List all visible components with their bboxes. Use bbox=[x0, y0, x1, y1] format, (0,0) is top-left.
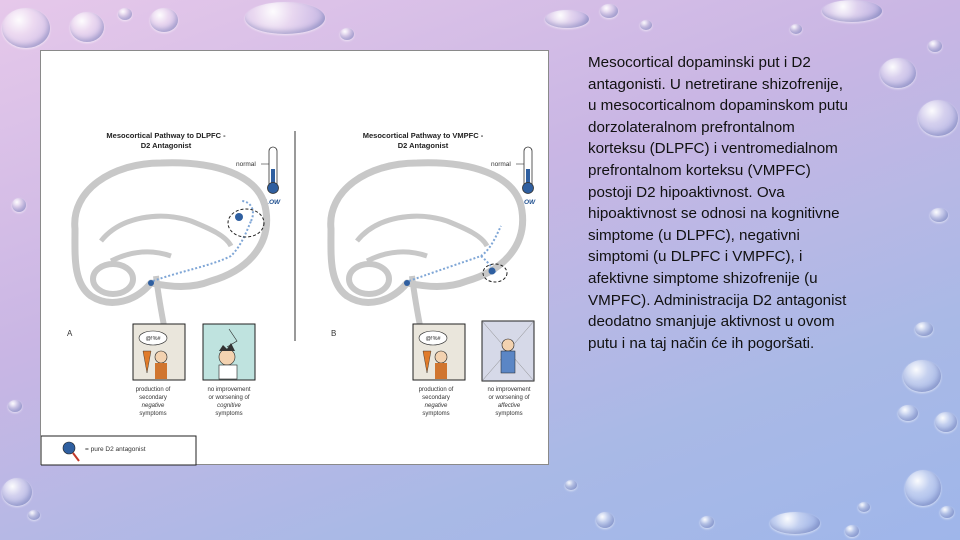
droplet-decoration bbox=[2, 8, 50, 48]
d2-antagonist-icon bbox=[63, 442, 75, 454]
caption-b1-3: negative bbox=[424, 403, 448, 409]
panel-a-letter: A bbox=[67, 329, 73, 338]
droplet-decoration bbox=[70, 12, 104, 42]
caption-a1-2: secondary bbox=[139, 395, 167, 401]
droplet-decoration bbox=[8, 400, 22, 412]
caption-a1-4: symptoms bbox=[139, 411, 167, 417]
droplet-decoration bbox=[545, 10, 589, 28]
gauge-low-label: LOW bbox=[520, 199, 536, 206]
gauge-low-label: LOW bbox=[265, 199, 281, 206]
thermometer-icon bbox=[261, 147, 279, 194]
droplet-decoration bbox=[340, 28, 354, 40]
droplet-decoration bbox=[903, 360, 941, 392]
thermometer-icon bbox=[516, 147, 534, 194]
legend bbox=[41, 436, 196, 465]
droplet-decoration bbox=[822, 0, 882, 22]
droplet-decoration bbox=[600, 4, 618, 18]
caption-b2-2: or worsening of bbox=[488, 395, 530, 401]
droplet-decoration bbox=[565, 480, 577, 490]
gauge-normal-label: normal bbox=[491, 161, 511, 168]
caption-a2-4: symptoms bbox=[215, 411, 243, 417]
panel-b bbox=[331, 131, 536, 417]
brain-outline bbox=[75, 163, 267, 303]
caption-b1-1: production of bbox=[418, 387, 454, 393]
droplet-decoration bbox=[905, 470, 941, 506]
gauge-normal-label: normal bbox=[236, 161, 256, 168]
caption-b2-4: symptoms bbox=[495, 411, 523, 417]
figure-illustration bbox=[41, 51, 550, 466]
droplet-decoration bbox=[935, 412, 957, 432]
panel-b-letter: B bbox=[331, 329, 337, 338]
caption-a1-3: negative bbox=[141, 403, 165, 409]
droplet-decoration bbox=[12, 198, 26, 212]
droplet-decoration bbox=[596, 512, 614, 528]
caption-a2-2: or worsening of bbox=[208, 395, 250, 401]
droplet-decoration bbox=[640, 20, 652, 30]
droplet-decoration bbox=[898, 405, 918, 421]
droplet-decoration bbox=[930, 208, 948, 222]
caption-b2-1: no improvement bbox=[487, 387, 531, 393]
caption-b1-2: secondary bbox=[422, 395, 450, 401]
droplet-decoration bbox=[918, 100, 958, 136]
panel-b-title-1: Mesocortical Pathway to VMPFC - bbox=[362, 131, 484, 140]
d2-antagonist-icon bbox=[489, 268, 496, 275]
panel-a bbox=[67, 131, 281, 417]
panel-a-title-2: D2 Antagonist bbox=[140, 141, 192, 150]
patient-box-1 bbox=[413, 324, 465, 380]
droplet-decoration bbox=[880, 58, 916, 88]
d2-antagonist-icon bbox=[148, 280, 154, 286]
slide-body-text: Mesocortical dopaminski put i D2 antagonisti. U netretirane shizofrenije, u mesocorticalnom dopaminskom putu dorzolateralnom prefrontalnom korteksu (DLPFC) i ventromedialnom prefrontalnom korteksu (VMPFC) postoji D2 hipoaktivnost. Ova hipoaktivnost se odnosi na kognitivne simptome (u DLPFC), negativni simptomi (u DLPFC i VMPFC), i afektivne simptome shizofrenije (u VMPFC). Administracija D2 antagonist deodatno smanjuje aktivnost u ovom putu i na taj način će ih pogoršati. bbox=[588, 54, 848, 352]
caption-b2-3: affective bbox=[497, 403, 521, 409]
droplet-decoration bbox=[790, 24, 802, 34]
droplet-decoration bbox=[2, 478, 32, 506]
droplet-decoration bbox=[858, 502, 870, 512]
caption-a2-3: cognitive bbox=[217, 403, 241, 409]
panel-a-title-1: Mesocortical Pathway to DLPFC - bbox=[106, 131, 226, 140]
droplet-decoration bbox=[928, 40, 942, 52]
caption-a1-1: production of bbox=[135, 387, 171, 393]
droplet-decoration bbox=[700, 516, 714, 528]
patient-box-2 bbox=[482, 321, 534, 381]
d2-antagonist-icon bbox=[235, 213, 243, 221]
droplet-decoration bbox=[245, 2, 325, 34]
legend-label: = pure D2 antagonist bbox=[85, 446, 146, 453]
d2-antagonist-icon bbox=[404, 280, 410, 286]
thought-bubble-text: @!%# bbox=[425, 336, 441, 342]
thought-bubble-text: @!%# bbox=[145, 336, 161, 342]
patient-box-1 bbox=[133, 324, 185, 380]
droplet-decoration bbox=[845, 525, 859, 537]
caption-a2-1: no improvement bbox=[207, 387, 251, 393]
panel-b-title-2: D2 Antagonist bbox=[397, 141, 449, 150]
caption-b1-4: symptoms bbox=[422, 411, 450, 417]
pathway-figure bbox=[40, 50, 549, 465]
droplet-decoration bbox=[770, 512, 820, 534]
droplet-decoration bbox=[915, 322, 933, 336]
droplet-decoration bbox=[28, 510, 40, 520]
droplet-decoration bbox=[150, 8, 178, 32]
patient-box-2 bbox=[203, 324, 255, 380]
droplet-decoration bbox=[118, 8, 132, 20]
droplet-decoration bbox=[940, 506, 954, 518]
